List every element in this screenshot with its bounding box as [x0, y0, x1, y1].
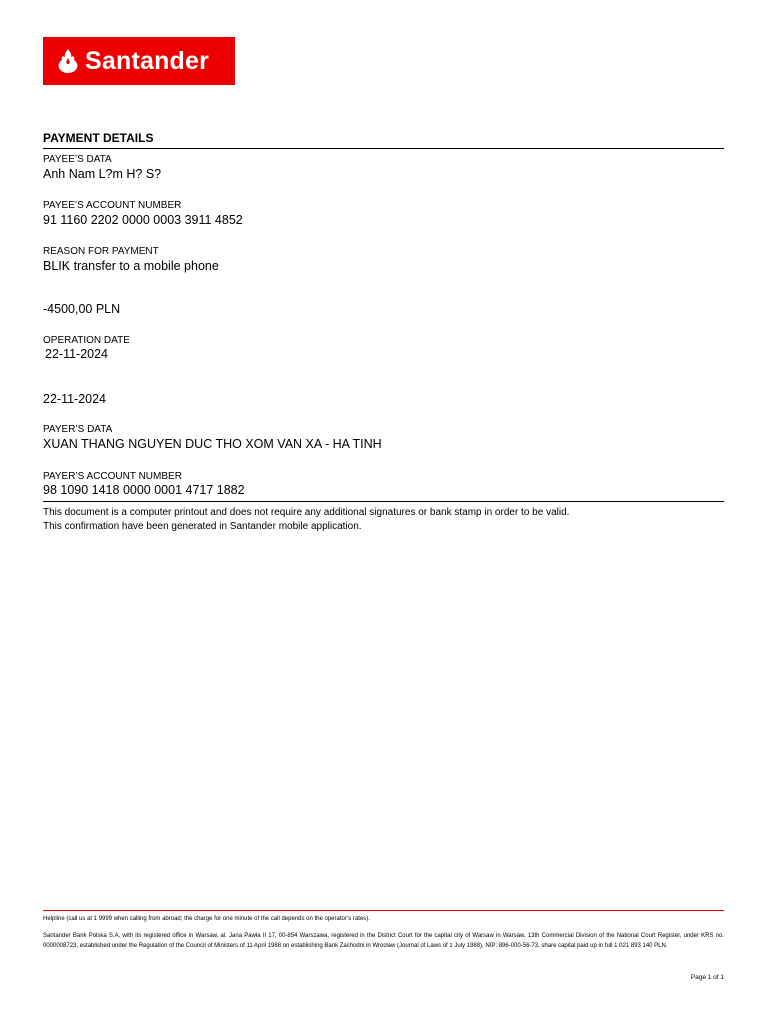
title-divider	[43, 148, 724, 149]
flame-icon	[57, 48, 79, 74]
payer-account-value: 98 1090 1418 0000 0001 4717 1882	[43, 483, 245, 497]
logo-wordmark: Santander	[85, 46, 210, 75]
payee-account-value: 91 1160 2202 0000 0003 3911 4852	[43, 213, 243, 227]
payee-label: PAYEE’S DATA	[43, 154, 112, 165]
payee-value: Anh Nam L?m H? S?	[43, 167, 162, 181]
reason-value: BLIK transfer to a mobile phone	[43, 259, 219, 273]
payer-account-label: PAYER’S ACCOUNT NUMBER	[43, 471, 182, 482]
reason-label: REASON FOR PAYMENT	[43, 246, 159, 257]
footer-divider	[43, 910, 724, 911]
payer-value: XUAN THANG NGUYEN DUC THO XOM VAN XA - HA TINH	[43, 437, 382, 451]
helpline-text: Helpline (call us at 1 9999 when calling from abroad; the charge for one minute of the call depends on the operator’s rates).	[43, 916, 370, 922]
validity-note: This document is a computer printout and does not require any additional signatures or bank stamp in order to be valid.	[43, 507, 570, 518]
payer-label: PAYER’S DATA	[43, 424, 113, 435]
page-number: Page 1 of 1	[690, 974, 724, 981]
payee-account-label: PAYEE’S ACCOUNT NUMBER	[43, 200, 182, 211]
details-divider	[43, 501, 724, 502]
section-title: PAYMENT DETAILS	[43, 131, 154, 145]
operation-date-value: 22-11-2024	[45, 347, 109, 361]
operation-date-label: OPERATION DATE	[43, 335, 130, 346]
legal-text: Santander Bank Polska S.A. with its registered office in Warsaw, al. Jana Pawła II 17, 00-854 Warszawa, registered in the District Court for the capital city of Warsaw in Warsaw, 13th Commercial Division of the National Court Register, under KRS no. 0000008723, established under the Regulation of the Council of Ministers of 11 April 1988 on establishing Bank Zachodni in Wrocław (Journal of Laws of 1 July 1988), NIP: 896-000-56-73, share capital paid up in full 1 021 893 140 PLN.	[43, 933, 724, 949]
second-date-value: 22-11-2024	[43, 392, 107, 406]
santander-logo	[43, 37, 235, 85]
amount-value: -4500,00 PLN	[43, 302, 121, 316]
generated-note: This confirmation have been generated in Santander mobile application.	[43, 521, 362, 532]
